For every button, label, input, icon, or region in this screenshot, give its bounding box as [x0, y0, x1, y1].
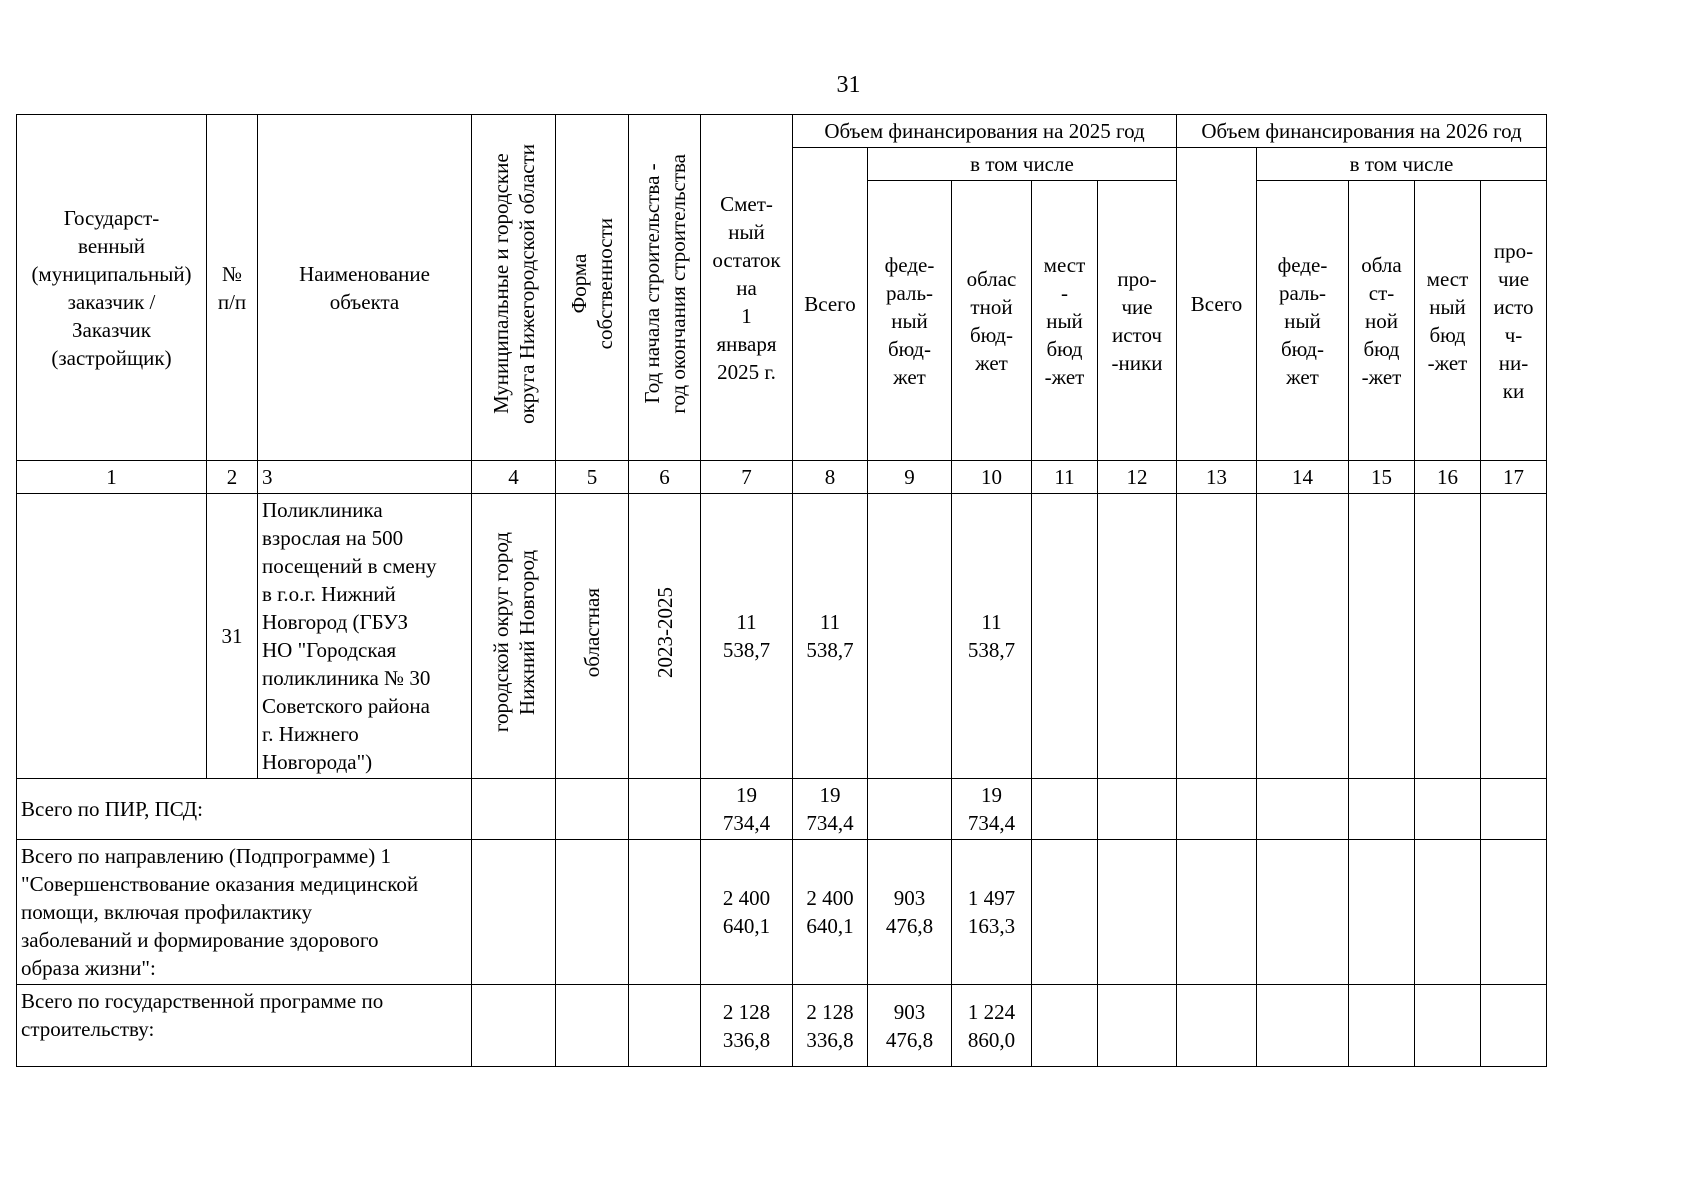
object-number-cell: 31	[207, 494, 258, 779]
object-regional-2025-cell: 11 538,7	[952, 494, 1032, 779]
empty-cell	[1481, 840, 1547, 985]
empty-cell	[868, 779, 952, 840]
object-local-2025-cell	[1032, 494, 1098, 779]
empty-cell	[629, 840, 701, 985]
empty-cell	[1415, 840, 1481, 985]
header-customer: Государст- венный (муниципальный) заказчик / Заказчик (застройщик)	[17, 115, 207, 461]
object-name-cell: Поликлиника взрослая на 500 посещений в смену в г.о.г. Нижний Новгород (ГБУЗ НО "Городская поликлиника № 30 Советского района г. Нижнего Новгорода")	[258, 494, 472, 779]
program-total-2025-cell: 2 128 336,8	[793, 985, 868, 1067]
program-regional-2025-cell: 1 224 860,0	[952, 985, 1032, 1067]
pir-remainder-cell: 19 734,4	[701, 779, 793, 840]
column-number: 2	[207, 461, 258, 494]
header-federal-2025: феде- раль- ный бюд- жет	[868, 181, 952, 461]
empty-cell	[472, 985, 556, 1067]
header-funding-2026: Объем финансирования на 2026 год	[1177, 115, 1547, 148]
empty-cell	[556, 779, 629, 840]
header-regional-2025: облас тной бюд- жет	[952, 181, 1032, 461]
column-number: 15	[1349, 461, 1415, 494]
column-number: 4	[472, 461, 556, 494]
subprogram-federal-2025-cell: 903 476,8	[868, 840, 952, 985]
column-number: 8	[793, 461, 868, 494]
empty-cell	[556, 985, 629, 1067]
column-numbers-row	[17, 461, 1547, 494]
pir-regional-2025-cell: 19 734,4	[952, 779, 1032, 840]
empty-cell	[1257, 779, 1349, 840]
column-number: 17	[1481, 461, 1547, 494]
empty-cell	[556, 840, 629, 985]
header-total-2026: Всего	[1177, 148, 1257, 461]
empty-cell	[1032, 985, 1098, 1067]
empty-cell	[1349, 779, 1415, 840]
table-row-pir-total	[17, 779, 1547, 840]
column-number: 9	[868, 461, 952, 494]
object-years-text: 2023-2025	[652, 587, 677, 678]
header-including-2025: в том числе	[868, 148, 1177, 181]
object-other-2025-cell	[1098, 494, 1177, 779]
column-number: 12	[1098, 461, 1177, 494]
column-number: 3	[258, 461, 472, 494]
program-federal-2025-cell: 903 476,8	[868, 985, 952, 1067]
empty-cell	[1481, 985, 1547, 1067]
header-ownership	[556, 115, 629, 461]
page-number: 31	[836, 72, 861, 98]
object-municipality-cell	[472, 494, 556, 779]
header-years	[629, 115, 701, 461]
table-row-program-total	[17, 985, 1547, 1067]
empty-cell	[1415, 985, 1481, 1067]
header-total-2025: Всего	[793, 148, 868, 461]
object-ownership-text: областная	[580, 587, 604, 678]
construction-financing-table	[16, 114, 1547, 1067]
header-object-name: Наименование объекта	[258, 115, 472, 461]
pir-total-label: Всего по ПИР, ПСД:	[17, 779, 472, 840]
header-municipality-text: Муниципальные и городские округа Нижегородской области	[488, 144, 539, 424]
column-number: 11	[1032, 461, 1098, 494]
header-ownership-text: Форма собственности	[567, 218, 617, 350]
subprogram-regional-2025-cell: 1 497 163,3	[952, 840, 1032, 985]
object-total-2025-cell: 11 538,7	[793, 494, 868, 779]
object-customer-cell	[17, 494, 207, 779]
empty-cell	[1481, 779, 1547, 840]
subprogram-remainder-cell: 2 400 640,1	[701, 840, 793, 985]
empty-cell	[1415, 779, 1481, 840]
object-remainder-cell: 11 538,7	[701, 494, 793, 779]
empty-cell	[1032, 840, 1098, 985]
header-funding-2025: Объем финансирования на 2025 год	[793, 115, 1177, 148]
header-local-2026: мест ный бюд -жет	[1415, 181, 1481, 461]
empty-cell	[1032, 779, 1098, 840]
empty-cell	[1177, 779, 1257, 840]
empty-cell	[629, 779, 701, 840]
column-number: 10	[952, 461, 1032, 494]
empty-cell	[472, 840, 556, 985]
header-remainder: Смет- ный остаток на 1 января 2025 г.	[701, 115, 793, 461]
object-local-2026-cell	[1415, 494, 1481, 779]
subprogram-total-label: Всего по направлению (Подпрограмме) 1 "Совершенствование оказания медицинской помощи, включая профилактику заболеваний и формирование здорового образа жизни":	[17, 840, 472, 985]
empty-cell	[1349, 840, 1415, 985]
header-regional-2026: обла ст- ной бюд -жет	[1349, 181, 1415, 461]
header-federal-2026: феде- раль- ный бюд- жет	[1257, 181, 1349, 461]
header-local-2025: мест - ный бюд -жет	[1032, 181, 1098, 461]
column-number: 6	[629, 461, 701, 494]
empty-cell	[1098, 985, 1177, 1067]
table-row-object	[17, 494, 1547, 779]
object-total-2026-cell	[1177, 494, 1257, 779]
object-years-cell	[629, 494, 701, 779]
empty-cell	[1257, 840, 1349, 985]
empty-cell	[472, 779, 556, 840]
pir-total-2025-cell: 19 734,4	[793, 779, 868, 840]
object-municipality-text: городской округ город Нижний Новгород	[488, 532, 539, 733]
object-federal-2025-cell	[868, 494, 952, 779]
column-number: 7	[701, 461, 793, 494]
empty-cell	[1257, 985, 1349, 1067]
empty-cell	[1098, 779, 1177, 840]
object-ownership-cell	[556, 494, 629, 779]
empty-cell	[629, 985, 701, 1067]
empty-cell	[1098, 840, 1177, 985]
header-including-2026: в том числе	[1257, 148, 1547, 181]
object-regional-2026-cell	[1349, 494, 1415, 779]
column-number: 13	[1177, 461, 1257, 494]
column-number: 14	[1257, 461, 1349, 494]
program-remainder-cell: 2 128 336,8	[701, 985, 793, 1067]
header-other-2026: про- чие исто ч- ни- ки	[1481, 181, 1547, 461]
empty-cell	[1349, 985, 1415, 1067]
column-number: 5	[556, 461, 629, 494]
program-total-label: Всего по государственной программе по строительству:	[17, 985, 472, 1067]
empty-cell	[1177, 840, 1257, 985]
object-federal-2026-cell	[1257, 494, 1349, 779]
column-number: 1	[17, 461, 207, 494]
header-years-text: Год начала строительства - год окончания строительства	[639, 154, 690, 414]
empty-cell	[1177, 985, 1257, 1067]
header-number: № п/п	[207, 115, 258, 461]
header-municipality	[472, 115, 556, 461]
object-other-2026-cell	[1481, 494, 1547, 779]
header-other-2025: про- чие источ -ники	[1098, 181, 1177, 461]
table-row-subprogram-total	[17, 840, 1547, 985]
subprogram-total-2025-cell: 2 400 640,1	[793, 840, 868, 985]
column-number: 16	[1415, 461, 1481, 494]
